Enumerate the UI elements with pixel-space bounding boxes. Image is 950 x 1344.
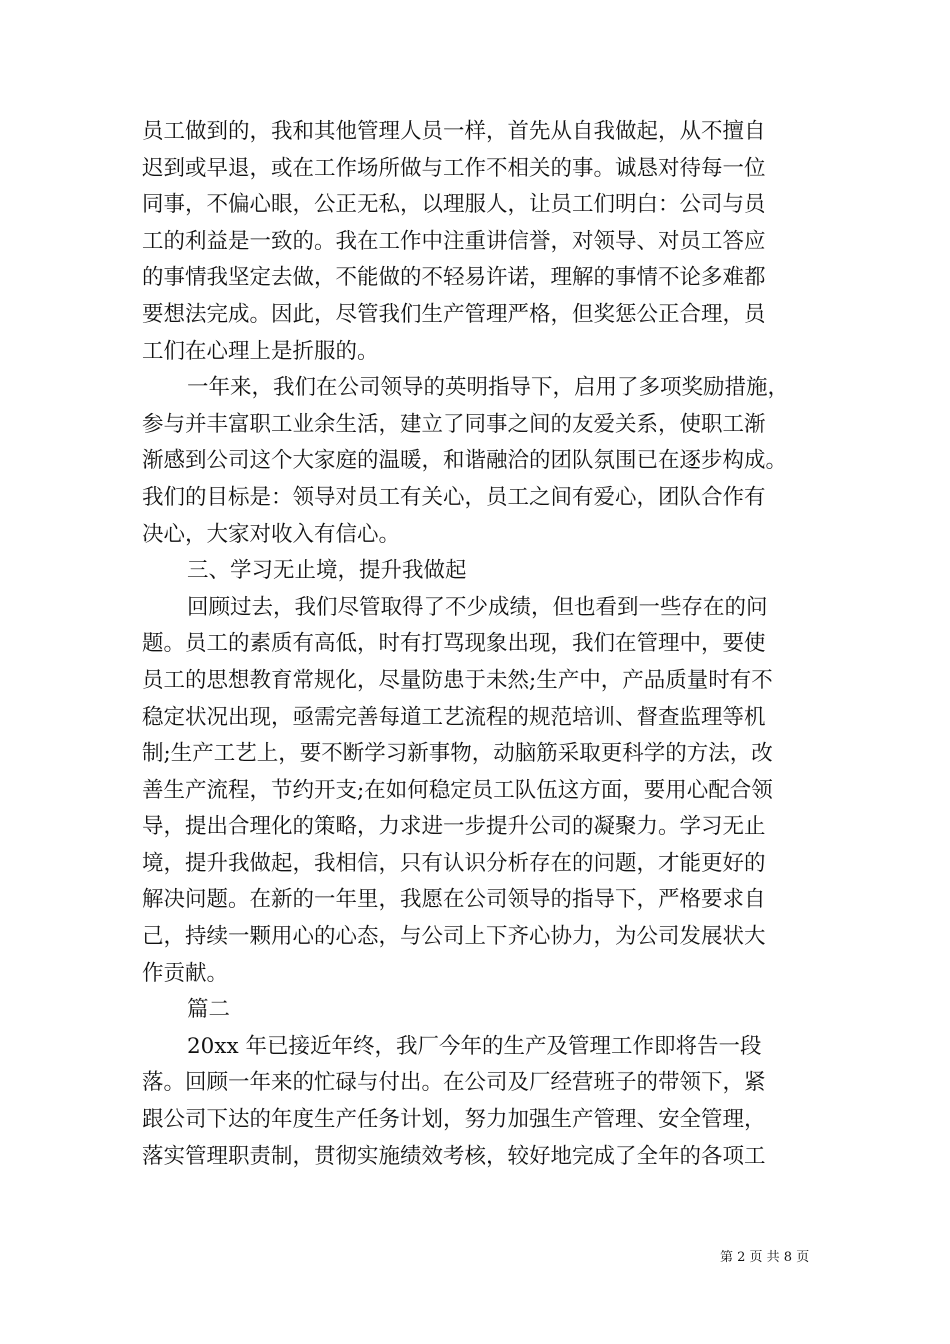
text-line: 题。员工的素质有高低，时有打骂现象出现，我们在管理中，要使 [142, 631, 766, 657]
text-line: 三、学习无止境，提升我做起 [187, 558, 467, 584]
text-line: 导，提出合理化的策略，力求进一步提升公司的凝聚力。学习无止 [142, 814, 766, 840]
document-body [142, 114, 812, 1175]
text-line: 作贡献。 [142, 960, 229, 986]
text-line: 解决问题。在新的一年里，我愿在公司领导的指导下，严格要求自 [142, 887, 766, 913]
text-line: 一年来，我们在公司领导的英明指导下，启用了多项奖励措施， [187, 375, 790, 401]
text-line: 决心，大家对收入有信心。 [142, 521, 401, 547]
text-line: 回顾过去，我们尽管取得了不少成绩，但也看到一些存在的问 [187, 594, 768, 620]
text-line: 同事，不偏心眼，公正无私，以理服人，让员工们明白：公司与员 [142, 192, 766, 218]
text-line: 的事情我坚定去做，不能做的不轻易许诺，理解的事情不论多难都 [142, 265, 766, 291]
page-footer: 第 2 页 共 8 页 [720, 1250, 810, 1265]
text-line: 参与并丰富职工业余生活，建立了同事之间的友爱关系，使职工渐 [142, 411, 766, 437]
text-line: 己，持续一颗用心的心态，与公司上下齐心协力，为公司发展状大 [142, 924, 766, 950]
text-line: 落。回顾一年来的忙碌与付出。在公司及厂经营班子的带领下，紧 [142, 1070, 766, 1096]
text-line: 20xx 年已接近年终，我厂今年的生产及管理工作即将告一段 [187, 1033, 762, 1059]
text-line: 我们的目标是：领导对员工有关心，员工之间有爱心，团队合作有 [142, 484, 766, 510]
text-line: 制;生产工艺上，要不断学习新事物，动脑筋采取更科学的方法，改 [142, 741, 773, 767]
text-line: 要想法完成。因此，尽管我们生产管理严格，但奖惩公正合理，员 [142, 301, 766, 327]
text-line: 跟公司下达的年度生产任务计划，努力加强生产管理、安全管理， [142, 1107, 766, 1133]
text-line: 迟到或早退，或在工作场所做与工作不相关的事。诚恳对待每一位 [142, 155, 766, 181]
text-line: 落实管理职责制，贯彻实施绩效考核，较好地完成了全年的各项工 [142, 1143, 766, 1169]
text-line: 渐感到公司这个大家庭的温暖，和谐融洽的团队氛围已在逐步构成。 [142, 448, 788, 474]
text-line: 员工做到的，我和其他管理人员一样，首先从自我做起，从不擅自 [142, 119, 766, 144]
text-line: 境，提升我做起，我相信，只有认识分析存在的问题，才能更好的 [142, 850, 766, 876]
text-line: 善生产流程，节约开支;在如何稳定员工队伍这方面，要用心配合领 [142, 777, 773, 803]
text-line: 篇二 [187, 997, 231, 1023]
text-line: 员工的思想教育常规化，尽量防患于未然;生产中，产品质量时有不 [142, 667, 773, 693]
text-line: 工的利益是一致的。我在工作中注重讲信誉，对领导、对员工答应 [142, 228, 766, 254]
text-line: 工们在心理上是折服的。 [142, 338, 379, 364]
text-line: 稳定状况出现，亟需完善每道工艺流程的规范培训、督查监理等机 [142, 704, 766, 730]
